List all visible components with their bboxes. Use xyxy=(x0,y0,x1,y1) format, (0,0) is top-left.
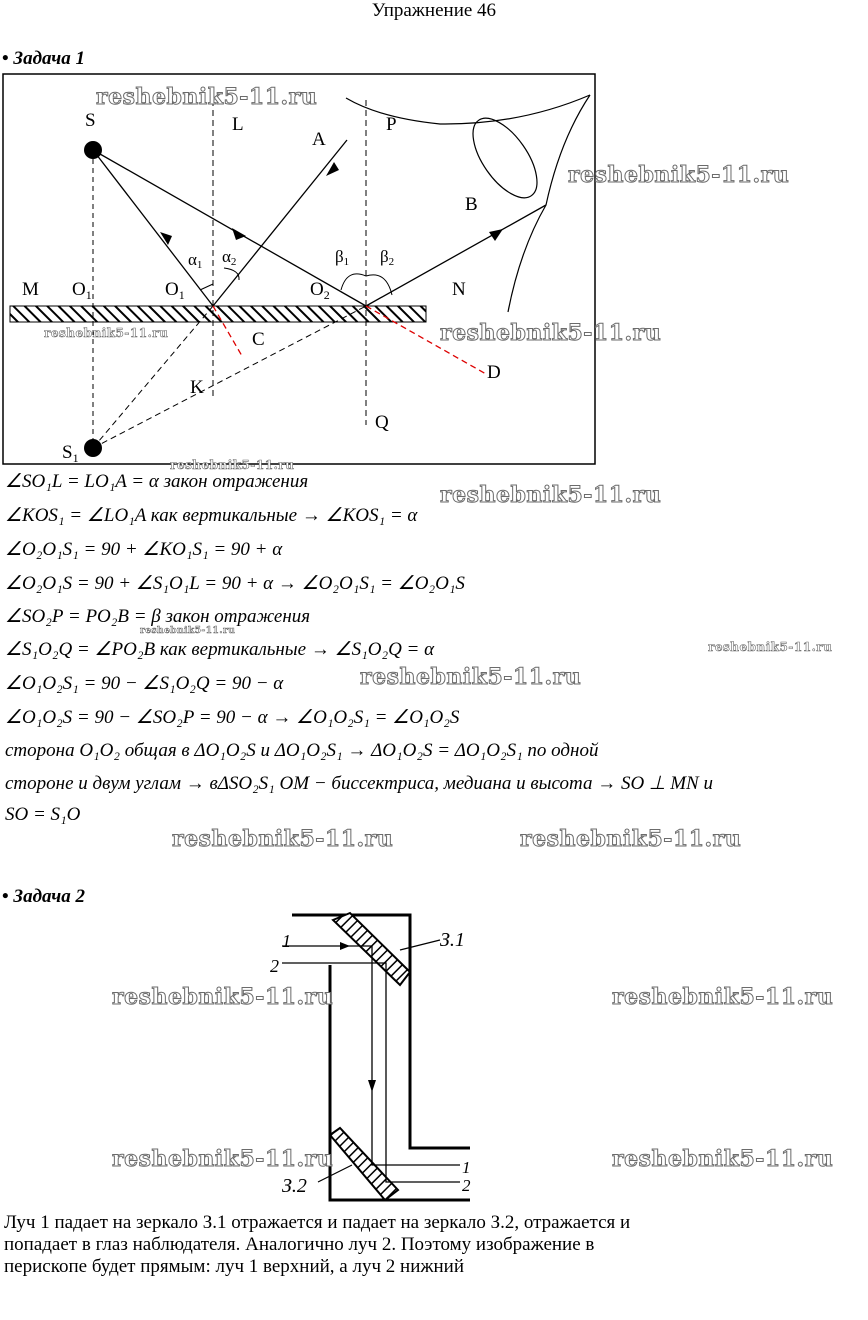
watermark: reshebnik5-11.ru xyxy=(140,626,236,636)
arrow-s-o2 xyxy=(232,228,246,240)
watermark: reshebnik5-11.ru xyxy=(612,984,834,1010)
label-beta2: β2 xyxy=(380,247,395,268)
watermark: reshebnik5-11.ru xyxy=(568,162,790,188)
label-q: Q xyxy=(375,412,389,433)
label-o: $O_1$ xyxy=(72,279,92,302)
diagram-frame xyxy=(3,74,595,464)
label-s1: $S_1$ xyxy=(62,442,79,465)
reflection-diagram xyxy=(0,70,600,470)
label-alpha2: α2 xyxy=(222,247,237,268)
watermark: reshebnik5-11.ru xyxy=(520,826,742,852)
label-mirror-3-1: З.1 xyxy=(440,929,465,951)
task2-heading-text: Задача 2 xyxy=(13,886,85,907)
label-o1: $O_1$ xyxy=(165,279,185,302)
watermark: reshebnik5-11.ru xyxy=(172,826,394,852)
label-ray2-in: 2 xyxy=(270,956,279,976)
label-k: K xyxy=(190,377,204,398)
page-title: Упражнение 46 xyxy=(371,0,497,21)
equation-line: ∠SO₂P = PO₂B = β закон отражения xyxy=(5,606,311,627)
mirror-mn xyxy=(10,306,426,322)
ray-o1-a xyxy=(213,140,350,306)
ray-s-o1 xyxy=(93,150,213,306)
label-ray1-in: 1 xyxy=(282,931,291,951)
point-s xyxy=(84,141,102,159)
equation-line: ∠O₁O₂S₁ = 90 − ∠S₁O₂Q = 90 − α xyxy=(5,673,284,694)
text-line: Луч 1 падает на зеркало З.1 отражается и падает на зеркало З.2, отражается и xyxy=(4,1212,631,1233)
mirror-3-2 xyxy=(330,1128,398,1200)
watermark: reshebnik5-11.ru xyxy=(44,326,169,340)
equation-line: сторона O₁O₂ общая в ΔO₁O₂S и ΔO₁O₂S₁ → ΔO₁O₂S = ΔO₁O₂S₁ по одной xyxy=(5,740,599,761)
watermark: reshebnik5-11.ru xyxy=(96,84,318,110)
task1-heading xyxy=(2,48,85,70)
task2-explanation xyxy=(4,1212,744,1278)
watermark: reshebnik5-11.ru xyxy=(360,664,582,690)
ray-s-o2 xyxy=(93,150,366,306)
arrow-o2-b xyxy=(489,229,503,241)
label-beta1: β1 xyxy=(335,247,350,268)
label-a: A xyxy=(312,129,326,150)
bullet: • xyxy=(2,48,9,69)
eye-outline xyxy=(508,95,590,312)
text-line: перископе будет прямым: луч 1 верхний, а луч 2 нижний xyxy=(4,1256,464,1277)
equation-line: стороне и двум углам → вΔSO₂S₁ OM − биссектриса, медиана и высота → SO ⊥ MN и xyxy=(5,773,713,794)
text-line: попадает в глаз наблюдателя. Аналогично луч 2. Поэтому изображение в xyxy=(4,1234,595,1255)
equation-line: ∠O₂O₁S = 90 + ∠S₁O₁L = 90 + α → ∠O₂O₁S₁ = ∠O₂O₁S xyxy=(5,573,465,594)
label-c: C xyxy=(252,329,265,350)
label-p: P xyxy=(386,114,397,135)
equation-line: SO = S₁O xyxy=(5,804,81,825)
label-d: D xyxy=(487,362,501,383)
label-b: B xyxy=(465,194,478,215)
periscope-diagram xyxy=(0,900,868,1220)
label-s: S xyxy=(85,110,96,131)
label-ray1-out: 1 xyxy=(462,1158,471,1177)
watermark: reshebnik5-11.ru xyxy=(440,320,662,346)
equation-line: ∠O₂O₁S₁ = 90 + ∠KO₁S₁ = 90 + α xyxy=(5,539,283,560)
ray-1 xyxy=(282,946,460,1165)
label-ray2-out: 2 xyxy=(462,1176,471,1195)
label-alpha1: α1 xyxy=(188,250,203,271)
watermark: reshebnik5-11.ru xyxy=(112,984,334,1010)
watermark: reshebnik5-11.ru xyxy=(112,1146,334,1172)
point-s1 xyxy=(84,439,102,457)
bullet: • xyxy=(2,886,9,907)
label-mirror-3-2: З.2 xyxy=(282,1175,307,1197)
watermark: reshebnik5-11.ru xyxy=(708,640,833,654)
label-l: L xyxy=(232,114,244,135)
equation-line: ∠O₁O₂S = 90 − ∠SO₂P = 90 − α → ∠O₁O₂S₁ = ∠O₁O₂S xyxy=(5,707,460,728)
watermark: reshebnik5-11.ru xyxy=(170,458,295,472)
label-o2: $O_2$ xyxy=(310,279,330,302)
label-m: M xyxy=(22,279,39,300)
eye-brow xyxy=(346,95,590,124)
watermark: reshebnik5-11.ru xyxy=(612,1146,834,1172)
equation-line: ∠SO₁L = LO₁A = α закон отражения xyxy=(5,471,309,492)
task1-heading-text: Задача 1 xyxy=(13,48,85,69)
equation-line: ∠KOS₁ = ∠LO₁A как вертикальные → ∠KOS₁ = α xyxy=(5,505,418,526)
label-n: N xyxy=(452,279,466,300)
watermark: reshebnik5-11.ru xyxy=(440,482,662,508)
equation-line: ∠S₁O₂Q = ∠PO₂B как вертикальные → ∠S₁O₂Q = α xyxy=(5,639,435,660)
